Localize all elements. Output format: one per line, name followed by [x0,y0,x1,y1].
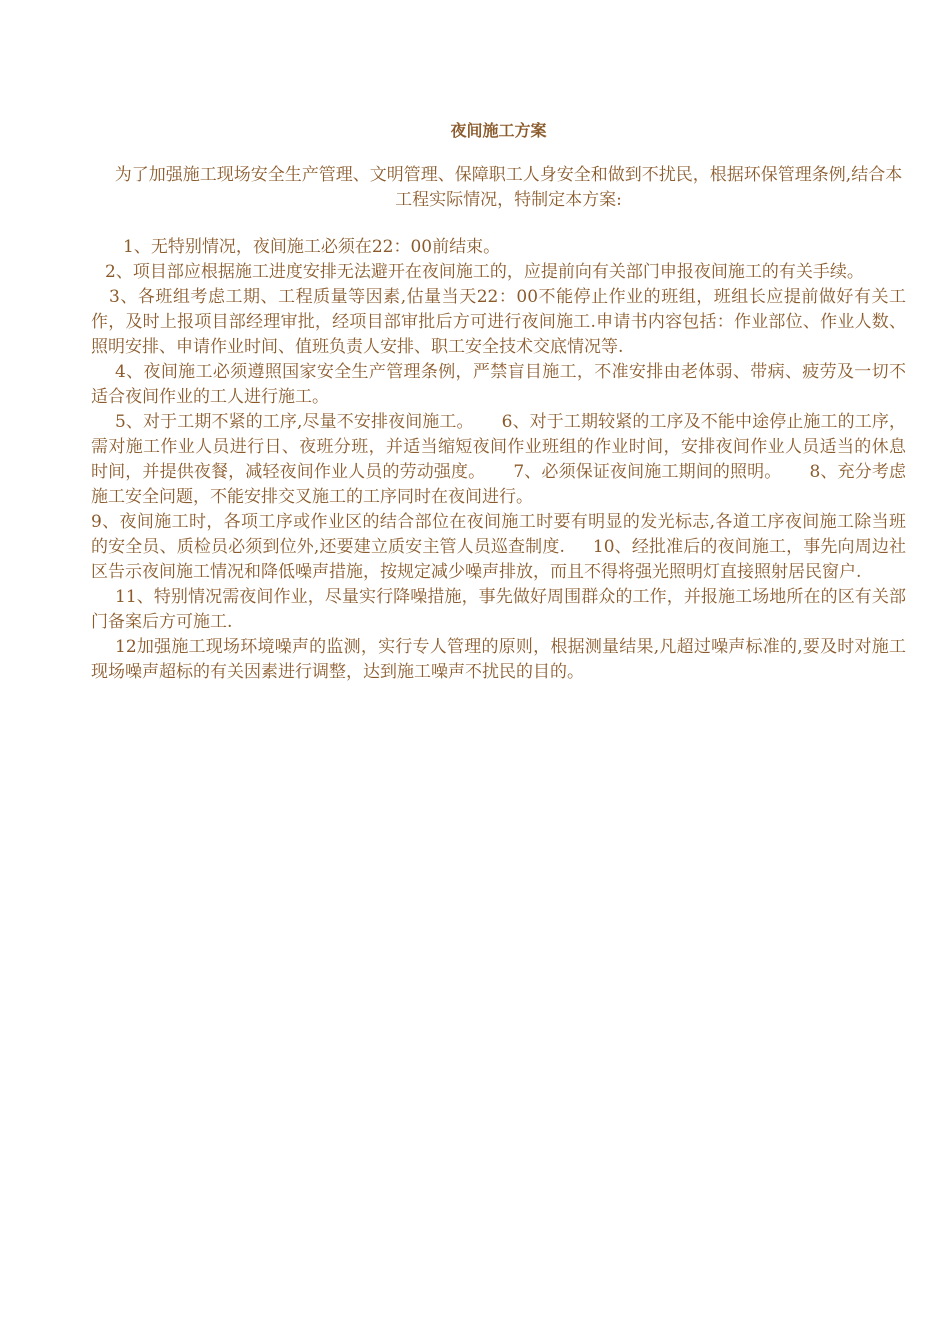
clause-8-text: 8、充分考虑施工安全问题，不能安排交叉施工的工序同时在夜间进行。 [91,462,906,507]
clause-4 [91,360,906,410]
clause-10-text: 10、经批准后的夜间施工，事先向周边社区告示夜间施工情况和降低噪声措施，按规定减少噪声排放，而且不得将强光照明灯直接照射居民窗户. [91,537,906,582]
clause-2-text: 2、项目部应根据施工进度安排无法避开在夜间施工的，应提前向有关部门申报夜间施工的有关手续。 [105,262,864,282]
clause-11-text: 11、特别情况需夜间作业，尽量实行降噪措施，事先做好周围群众的工作，并报施工场地所在的区有关部门备案后方可施工. [91,587,906,632]
clause-1-text: 1、无特别情况，夜间施工必须在22：00前结束。 [123,237,501,257]
clause-9-10 [91,510,906,585]
document-body [91,118,906,685]
clause-5-6-7-8 [91,410,906,510]
clause-2 [91,260,906,285]
clause-11 [91,585,906,635]
clause-5-text: 5、对于工期不紧的工序,尽量不安排夜间施工。 [115,412,474,432]
clause-1 [91,235,906,260]
document-title: 夜间施工方案 [450,121,547,140]
clause-3 [91,285,906,360]
document-intro: 为了加强施工现场安全生产管理、文明管理、保障职工人身安全和做到不扰民，根据环保管理条例,结合本工程实际情况，特制定本方案: [114,165,903,210]
clause-9-text: 9、夜间施工时，各项工序或作业区的结合部位在夜间施工时要有明显的发光标志,各道工序夜间施工除当班的安全员、质检员必须到位外,还要建立质安主管人员巡查制度. [91,512,906,557]
clause-12 [91,635,906,685]
clause-6-text: 6、对于工期较紧的工序及不能中途停止施工的工序，需对施工作业人员进行日、夜班分班，并适当缩短夜间作业班组的作业时间，安排夜间作业人员适当的休息时间，并提供夜餐，减轻夜间作业人员的劳动强度。 [91,412,906,482]
clause-4-text: 4、夜间施工必须遵照国家安全生产管理条例，严禁盲目施工，不准安排由老体弱、带病、疲劳及一切不适合夜间作业的工人进行施工。 [91,362,906,407]
clause-7-text: 7、必须保证夜间施工期间的照明。 [513,462,782,482]
clause-12-text: 12加强施工现场环境噪声的监测，实行专人管理的原则，根据测量结果,凡超过噪声标准的,要及时对施工现场噪声超标的有关因素进行调整，达到施工噪声不扰民的目的。 [91,637,906,682]
clause-3-text: 3、各班组考虑工期、工程质量等因素,估量当天22：00不能停止作业的班组，班组长应提前做好有关工作，及时上报项目部经理审批，经项目部审批后方可进行夜间施工.申请书内容包括：作业部位、作业人数、照明安排、申请作业时间、值班负责人安排、职工安全技术交底情况等. [91,287,906,357]
